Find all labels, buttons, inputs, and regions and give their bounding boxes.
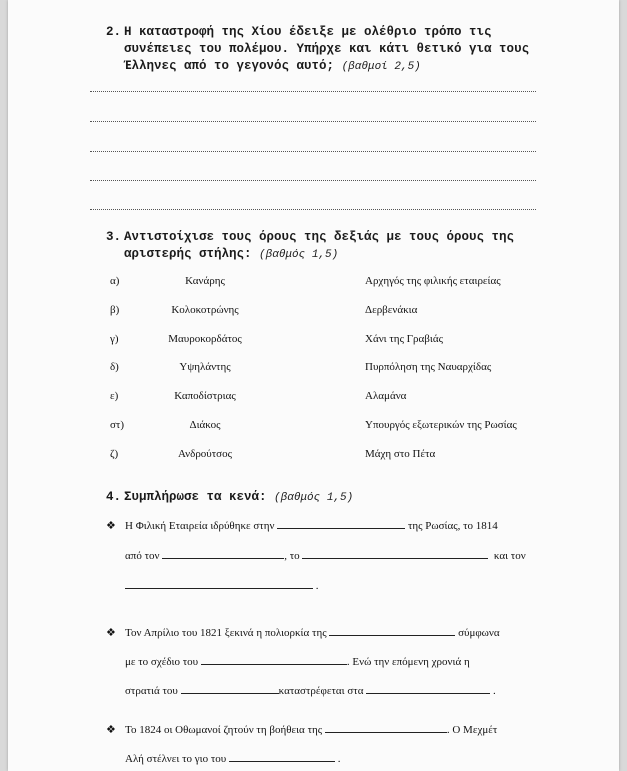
question-2-number: 2. xyxy=(106,25,122,39)
fill-line xyxy=(125,519,498,533)
blank-field[interactable] xyxy=(125,579,313,589)
fill-text: στρατιά του xyxy=(125,685,178,697)
question-3-points: (βαθμός 1,5) xyxy=(259,249,339,261)
right-term: Αλαμάνα xyxy=(365,390,407,402)
fill-text: Η Φιλική Εταιρεία ιδρύθηκε στην xyxy=(125,520,275,532)
fill-line xyxy=(125,549,526,563)
blank-field[interactable] xyxy=(229,752,335,762)
fill-line xyxy=(125,752,340,766)
fill-text: , το xyxy=(284,550,300,562)
question-3-number: 3. xyxy=(106,230,122,244)
fill-line xyxy=(125,723,497,737)
fill-text: . xyxy=(492,685,496,697)
answer-line-1[interactable] xyxy=(90,91,536,93)
blank-field[interactable] xyxy=(201,655,347,665)
question-4 xyxy=(106,489,536,507)
fill-text: με το σχέδιο του xyxy=(125,656,199,668)
question-2-points: (βαθμοί 2,5) xyxy=(341,61,421,73)
fill-text: . xyxy=(315,580,319,592)
diamond-bullet-icon: ❖ xyxy=(106,520,116,532)
row-letter: γ) xyxy=(110,333,119,345)
question-4-number: 4. xyxy=(106,490,122,504)
left-term: Ανδρούτσος xyxy=(178,448,232,460)
right-term: Μάχη στο Πέτα xyxy=(365,448,436,460)
left-term: Κολοκοτρώνης xyxy=(171,304,239,316)
fill-line xyxy=(125,684,496,698)
left-term: Κανάρης xyxy=(185,275,225,287)
blank-field[interactable] xyxy=(162,549,284,559)
blank-field[interactable] xyxy=(181,684,279,694)
left-term: Υψηλάντης xyxy=(179,361,231,373)
blank-field[interactable] xyxy=(366,684,490,694)
blank-field[interactable] xyxy=(277,519,405,529)
right-term: Αρχηγός της φιλικής εταιρείας xyxy=(365,275,501,287)
left-term: Καποδίστριας xyxy=(174,390,236,402)
fill-text: καταστρέφεται στα xyxy=(278,685,364,697)
answer-line-3[interactable] xyxy=(90,151,536,153)
question-4-title: Συμπλήρωσε τα κενά: xyxy=(124,490,267,504)
question-2-line-2: συνέπειες του πολέμου. Υπήρχε και κάτι θετικό για τους xyxy=(124,42,530,56)
question-2-line-3: Έλληνες από το γεγονός αυτό; xyxy=(124,59,335,73)
question-4-points: (βαθμός 1,5) xyxy=(274,492,354,504)
question-3 xyxy=(106,229,536,264)
right-term: Δερβενάκια xyxy=(365,304,418,316)
row-letter: ζ) xyxy=(110,448,119,460)
right-term: Χάνι της Γραβιάς xyxy=(365,333,443,345)
diamond-bullet-icon: ❖ xyxy=(106,627,116,639)
worksheet-page xyxy=(8,0,619,771)
fill-text: . Ο Μεχμέτ xyxy=(446,724,498,736)
row-letter: β) xyxy=(110,304,120,316)
fill-line xyxy=(125,579,319,593)
row-letter: στ) xyxy=(110,419,125,431)
question-3-line-1: Αντιστοίχισε τους όρους της δεξιάς με τους όρους της xyxy=(124,230,515,244)
blank-field[interactable] xyxy=(325,723,447,733)
fill-text: της Ρωσίας, το 1814 xyxy=(407,520,498,532)
answer-line-4[interactable] xyxy=(90,180,536,182)
fill-text: . xyxy=(337,753,341,765)
question-3-line-2: αριστερής στήλης: xyxy=(124,247,252,261)
fill-text: σύμφωνα xyxy=(458,627,500,639)
fill-text: από τον xyxy=(125,550,160,562)
question-2 xyxy=(106,24,536,76)
fill-line xyxy=(125,626,500,640)
right-term: Πυρπόληση της Ναυαρχίδας xyxy=(365,361,492,373)
row-letter: δ) xyxy=(110,361,119,373)
left-term: Μαυροκορδάτος xyxy=(168,333,242,345)
answer-line-5[interactable] xyxy=(90,209,536,211)
row-letter: ε) xyxy=(110,390,119,402)
fill-text: Τον Απρίλιο του 1821 ξεκινά η πολιορκία της xyxy=(125,627,327,639)
question-2-line-1: Η καταστροφή της Χίου έδειξε με ολέθριο τρόπο τις xyxy=(124,25,492,39)
fill-text: Το 1824 οι Οθωμανοί ζητούν τη βοήθεια της xyxy=(125,724,323,736)
fill-text: και τον xyxy=(493,550,526,562)
fill-text: Αλή στέλνει το γιο του xyxy=(125,753,227,765)
blank-field[interactable] xyxy=(302,549,488,559)
row-letter: α) xyxy=(110,275,120,287)
fill-text: . Ενώ την επόμενη χρονιά η xyxy=(346,656,470,668)
right-term: Υπουργός εξωτερικών της Ρωσίας xyxy=(365,419,517,431)
answer-line-2[interactable] xyxy=(90,121,536,123)
blank-field[interactable] xyxy=(329,626,455,636)
left-term: Διάκος xyxy=(189,419,221,431)
fill-line xyxy=(125,655,470,669)
diamond-bullet-icon: ❖ xyxy=(106,724,116,736)
